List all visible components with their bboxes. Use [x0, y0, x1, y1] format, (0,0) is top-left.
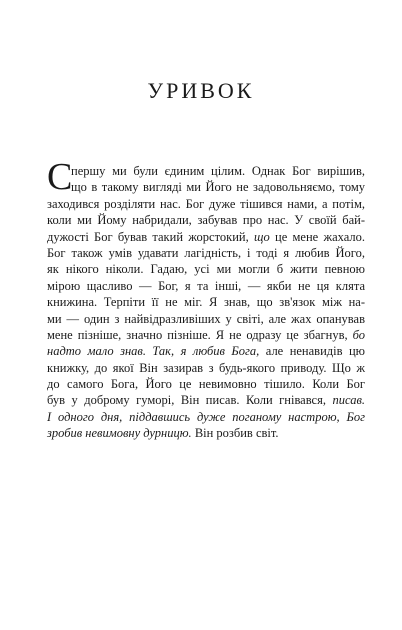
- text-line: [47, 278, 365, 294]
- body-text: [47, 163, 365, 442]
- text-line: [47, 425, 365, 441]
- text-span: дужості Бог бував такий жорстокий,: [47, 229, 254, 244]
- text-line: [47, 294, 365, 310]
- text-line: [47, 360, 365, 376]
- text-line: [47, 327, 365, 343]
- italic-text-span: писав.: [332, 393, 365, 408]
- text-span: ми — один з найвідразливіших у світі, але жах опанував: [47, 311, 365, 326]
- text-span: мене пізніше, значно пізніше. Я не одразу це збагнув,: [47, 327, 353, 342]
- text-line: [47, 261, 365, 277]
- text-span: заходився розділяти нас. Бог дуже тішився нами, а потім,: [47, 196, 365, 211]
- text-span: що в такому вигляді ми Його не задовольняємо, тому: [71, 180, 365, 195]
- text-span: був у доброму гуморі, Він писав. Коли гнівався,: [47, 393, 333, 408]
- text-span: мірою щасливо — Бог, я та інші, — якби не ця клята: [47, 278, 365, 293]
- chapter-title: УРИВОК: [147, 78, 255, 103]
- text-line: [47, 179, 365, 195]
- text-line: [47, 245, 365, 261]
- italic-text-span: зробив невимовну дурницю.: [47, 426, 192, 441]
- text-span: першу ми були єдиним цілим. Однак Бог вирішив,: [71, 164, 365, 178]
- text-line: [47, 343, 365, 359]
- text-line: [47, 229, 365, 245]
- text-span: до самого Бога, Його це невимовно тішило. Коли Бог: [47, 377, 365, 392]
- text-span: Бог також умів удавати лагідність, і тоді я любив Його,: [47, 245, 365, 260]
- drop-cap: С: [47, 156, 73, 198]
- text-line: [47, 392, 365, 408]
- text-line: [47, 196, 365, 212]
- text-span: книжина. Терпіти її не міг. Я знав, що зв'язок між на-: [47, 295, 365, 310]
- text-span: як нікого ніколи. Гадаю, усі ми могли б жити певною: [47, 262, 365, 277]
- text-line: [47, 212, 365, 228]
- text-line: [47, 163, 365, 179]
- text-span: це мене жахало.: [269, 229, 365, 244]
- text-span: книжку, до якої Він зазирав з будь-якого приводу. Що ж: [47, 360, 365, 375]
- text-line: [47, 376, 365, 392]
- text-line: [47, 311, 365, 327]
- text-span: коли ми Йому набридали, забував про нас. У своїй бай-: [47, 213, 365, 228]
- text-span: Він розбив світ.: [191, 426, 279, 441]
- text-line: [47, 409, 365, 425]
- italic-text-span: що: [253, 229, 270, 244]
- italic-text-span: бо: [352, 327, 365, 342]
- italic-text-span: І одного дня, піддавшись дуже поганому настрою, Бог: [47, 409, 365, 424]
- text-span: але ненавидів цю: [259, 344, 365, 359]
- italic-text-span: надто мало знав. Так, я любив Бога,: [47, 344, 260, 359]
